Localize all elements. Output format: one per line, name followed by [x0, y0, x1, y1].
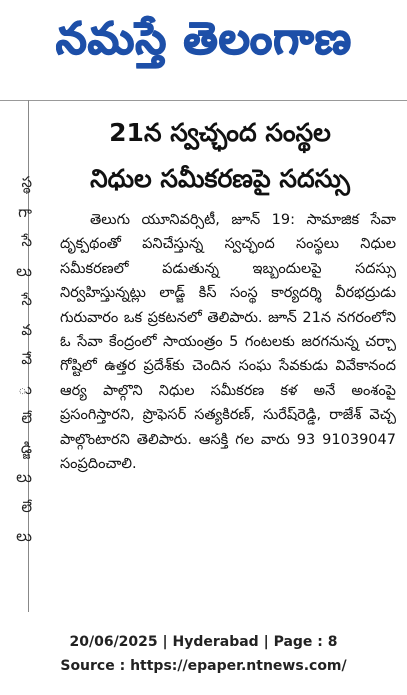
side-line: లు	[16, 261, 32, 280]
side-line: స్థ	[21, 173, 32, 191]
side-line: డ్జి	[20, 438, 32, 457]
side-line: లు	[16, 468, 32, 486]
source-url: Source : https://epaper.ntnews.com/	[60, 658, 347, 674]
newspaper-masthead	[0, 0, 407, 88]
headline-line-2: నిధుల సమీకరణపై సదస్సు	[90, 164, 350, 193]
source-footer	[0, 630, 407, 678]
side-line: సే	[21, 291, 32, 309]
headline-line-1: 21న స్వచ్ఛంద సంస్థల	[109, 118, 331, 147]
newspaper-clipping	[0, 100, 407, 612]
side-line: వ	[21, 320, 32, 339]
side-line: లే	[21, 409, 32, 427]
side-line: గా	[18, 202, 32, 221]
side-line: సే	[21, 232, 32, 250]
masthead-title: నమస్తే తెలంగాణ	[55, 13, 352, 64]
side-line: లు	[16, 527, 32, 545]
top-rule	[0, 100, 407, 101]
adjacent-column-fragment	[0, 168, 32, 613]
date-edition-page: 20/06/2025 | Hyderabad | Page : 8	[69, 634, 338, 650]
side-line: వే	[21, 350, 32, 368]
side-line: లే	[21, 497, 32, 516]
article-body: తెలుగు యూనివర్సిటీ, జూన్ 19: సామాజిక సేవా దృక్పథంతో పనిచేస్తున్న స్వచ్ఛంద సంస్థలు నిధుల సమీకరణలో పడుతున్న ఇబ్బందులపై సదస్సు నిర్వహిస్తున్నట్లు లాడ్జ్ కిస్ సంస్థ కార్యదర్శి వీరభద్రుడు గురువారం ఒక ప్రకటనలో తెలిపారు. జూన్ 21న నగరంలోని ఓ సేవా కేంద్రంలో సాయంత్రం 5 గంటలకు జరగనున్న చర్చా గోష్టిలో ఉత్తర ప్రదేశ్‌కు చెందిన సంఘ సేవకుడు వివేకానంద ఆర్య పాల్గొని నిధుల సమీకరణ కళ అనే అంశంపై ప్రసంగిస్తారని, ప్రొఫెసర్ సత్యకిరణ్, సురేష్‌రెడ్డి, రాజేశ్ వెచ్చ పాల్గొంటారని తెలిపారు. ఆసక్తి గల వారు 93 91039047 సంప్రదించాలి.	[60, 212, 396, 473]
side-line: ు	[18, 379, 32, 398]
article-headline	[40, 110, 400, 202]
